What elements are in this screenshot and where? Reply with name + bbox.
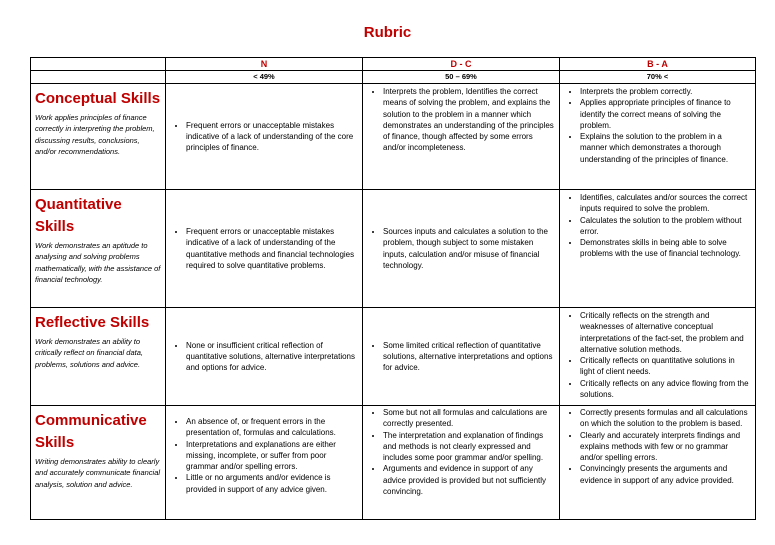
- grade-n-cell: [166, 84, 363, 190]
- grade-dc-cell: [363, 190, 560, 308]
- criterion-title: Communicative Skills: [35, 412, 147, 451]
- grade-header-row: [31, 58, 756, 71]
- range-n-header: < 49%: [166, 71, 363, 84]
- range-corner-cell: [31, 71, 166, 84]
- criterion-point: • Little or no arguments and/or evidence is provided in support of any advice given.: [186, 472, 358, 495]
- criterion-point: • The interpretation and explanation of findings and methods is not clearly expressed and includes some poor grammar and/or spelling.: [383, 430, 555, 464]
- range-ba-header: 70% <: [560, 71, 756, 84]
- criterion-cell: [31, 406, 166, 520]
- criterion-point: • Correctly presents formulas and all calculations on which the solution to the problem is based.: [580, 407, 751, 430]
- grade-n-cell: [166, 406, 363, 520]
- criterion-point: • Arguments and evidence in support of any advice provided is provided but not sufficiently convincing.: [383, 463, 555, 497]
- criterion-title: Quantitative Skills: [35, 196, 122, 235]
- rubric-row-conceptual: [31, 84, 756, 190]
- header-corner-cell: [31, 58, 166, 71]
- page-title: Rubric: [363, 24, 412, 41]
- criterion-point: • Critically reflects on quantitative solutions in light of client needs.: [580, 355, 751, 378]
- rubric-row-communicative: [31, 406, 756, 520]
- criterion-title: Reflective Skills: [35, 314, 150, 331]
- criterion-cell: [31, 84, 166, 190]
- rubric-table: [30, 57, 756, 520]
- rubric-row-reflective: [31, 308, 756, 406]
- criterion-description: Work demonstrates an aptitude to analysing and solving problems mathematically, with the assistance of financial technology.: [35, 241, 161, 285]
- criterion-description: Work applies principles of finance correctly in interpreting the problem, discussing results, conclusions, and/or recommendations.: [35, 113, 155, 157]
- criterion-point: • Frequent errors or unacceptable mistakes indicative of a lack of understanding of the core principles of finance.: [186, 120, 358, 154]
- criterion-cell: [31, 308, 166, 406]
- rubric-row-quantitative: [31, 190, 756, 308]
- grade-n-header: N: [166, 58, 363, 71]
- criterion-point: • Some limited critical reflection of quantitative solutions, alternative interpretations and options for advice.: [383, 340, 555, 374]
- criterion-point: • Frequent errors or unacceptable mistakes indicative of a lack of understanding of the quantitative methods and financial technologies required to solve quantitative problems.: [186, 226, 358, 271]
- criterion-point: • Critically reflects on the strength and weaknesses of alternative conceptual interpretations of the fact-set, the problem and alternative solution methods.: [580, 310, 751, 355]
- range-header-row: [31, 71, 756, 84]
- range-dc-header: 50 – 69%: [363, 71, 560, 84]
- grade-dc-cell: [363, 308, 560, 406]
- criterion-description: Work demonstrates an ability to critically reflect on financial data, problems, solutions and advice.: [35, 337, 143, 369]
- grade-dc-cell: [363, 406, 560, 520]
- criterion-point: • Demonstrates skills in being able to solve problems with the use of financial technology.: [580, 237, 751, 260]
- grade-ba-cell: [560, 308, 756, 406]
- criterion-point: • Applies appropriate principles of finance to identify the correct means of solving the problem.: [580, 97, 751, 131]
- criterion-point: • Interpretations and explanations are either missing, incomplete, or suffer from poor grammar and/or spelling errors.: [186, 439, 358, 473]
- grade-dc-cell: [363, 84, 560, 190]
- criterion-point: • An absence of, or frequent errors in the presentation of, formulas and calculations.: [186, 416, 358, 439]
- grade-n-cell: [166, 190, 363, 308]
- criterion-title: Conceptual Skills: [35, 90, 161, 107]
- criterion-point: • None or insufficient critical reflection of quantitative solutions, alternative interpretations and options for advice.: [186, 340, 358, 374]
- criterion-point: • Interprets the problem, Identifies the correct means of solving the problem, and explains the solution to the problem in a manner which demonstrates an understanding of the principles of finance, though affected by some errors and/or incompleteness.: [383, 86, 555, 154]
- criterion-point: • Identifies, calculates and/or sources the correct inputs required to solve the problem.: [580, 192, 751, 215]
- grade-ba-cell: [560, 406, 756, 520]
- criterion-point: • Interprets the problem correctly.: [580, 86, 751, 97]
- criterion-point: • Explains the solution to the problem in a manner which demonstrates a thorough understanding of the principles of finance.: [580, 131, 751, 165]
- criterion-point: • Sources inputs and calculates a solution to the problem, though subject to some mistaken inputs, calculation and/or misuse of financial technology.: [383, 226, 555, 271]
- criterion-point: • Some but not all formulas and calculations are correctly presented.: [383, 407, 555, 430]
- criterion-cell: [31, 190, 166, 308]
- criterion-point: • Critically reflects on any advice flowing from the solutions.: [580, 378, 751, 401]
- grade-ba-cell: [560, 84, 756, 190]
- grade-ba-cell: [560, 190, 756, 308]
- criterion-description: Writing demonstrates ability to clearly and accurately communicate financial analysis, solution and advice.: [35, 457, 161, 489]
- grade-dc-header: D - C: [363, 58, 560, 71]
- criterion-point: • Calculates the solution to the problem without error.: [580, 215, 751, 238]
- criterion-point: • Clearly and accurately interprets findings and explains methods with few or no grammar and/or spelling errors.: [580, 430, 751, 464]
- grade-ba-header: B - A: [560, 58, 756, 71]
- criterion-point: • Convincingly presents the arguments and evidence in support of any advice provided.: [580, 463, 751, 486]
- grade-n-cell: [166, 308, 363, 406]
